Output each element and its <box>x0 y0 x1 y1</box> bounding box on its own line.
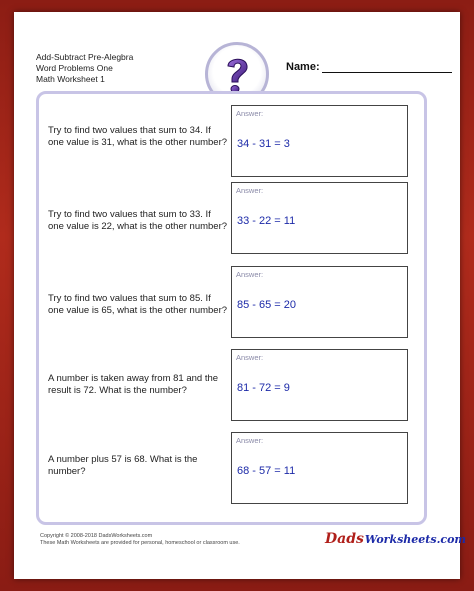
copyright-text: Copyright © 2008-2018 DadsWorksheets.com <box>40 533 153 539</box>
answer-label: Answer: <box>236 186 264 195</box>
answer-value: 33 - 22 = 11 <box>237 215 296 227</box>
problem-2-question: Try to find two values that sum to 33. If one value is 22, what is the other number? <box>48 209 228 232</box>
answer-box-3[interactable] <box>231 266 408 338</box>
title-line-3: Math Worksheet 1 <box>36 74 105 84</box>
brand-logo <box>325 528 467 550</box>
answer-value: 85 - 65 = 20 <box>237 299 297 311</box>
problem-5-question: A number plus 57 is 68. What is the number? <box>48 454 198 477</box>
answer-box-1[interactable] <box>231 105 408 177</box>
usage-text: These Math Worksheets are provided for personal, homeschool or classroom use. <box>40 540 240 546</box>
worksheet-page <box>14 12 467 579</box>
answer-value: 81 - 72 = 9 <box>237 382 290 394</box>
problem-4-question: A number is taken away from 81 and the result is 72. What is the number? <box>48 373 219 396</box>
title-line-2: Word Problems One <box>36 63 113 73</box>
name-field[interactable] <box>286 61 452 73</box>
name-underline[interactable] <box>322 62 452 73</box>
answer-label: Answer: <box>236 109 264 118</box>
answer-label: Answer: <box>236 436 264 445</box>
problem-3-question: Try to find two values that sum to 85. If one value is 65, what is the other number? <box>48 293 228 316</box>
answer-value: 34 - 31 = 3 <box>237 138 290 150</box>
problem-1-question: Try to find two values that sum to 34. If one value is 31, what is the other number? <box>48 125 228 148</box>
worksheet-title <box>36 52 133 85</box>
brand-mark: Dads <box>325 531 364 547</box>
brand-name: Worksheets.com <box>364 532 467 546</box>
title-line-1: Add-Subtract Pre-Alegbra <box>36 52 134 62</box>
answer-label: Answer: <box>236 353 264 362</box>
answer-label: Answer: <box>236 270 264 279</box>
footer-copyright <box>40 533 240 547</box>
answer-value: 68 - 57 = 11 <box>237 465 296 477</box>
answer-box-4[interactable] <box>231 349 408 421</box>
name-label: Name: <box>286 61 320 73</box>
answer-box-2[interactable] <box>231 182 408 254</box>
answer-box-5[interactable] <box>231 432 408 504</box>
